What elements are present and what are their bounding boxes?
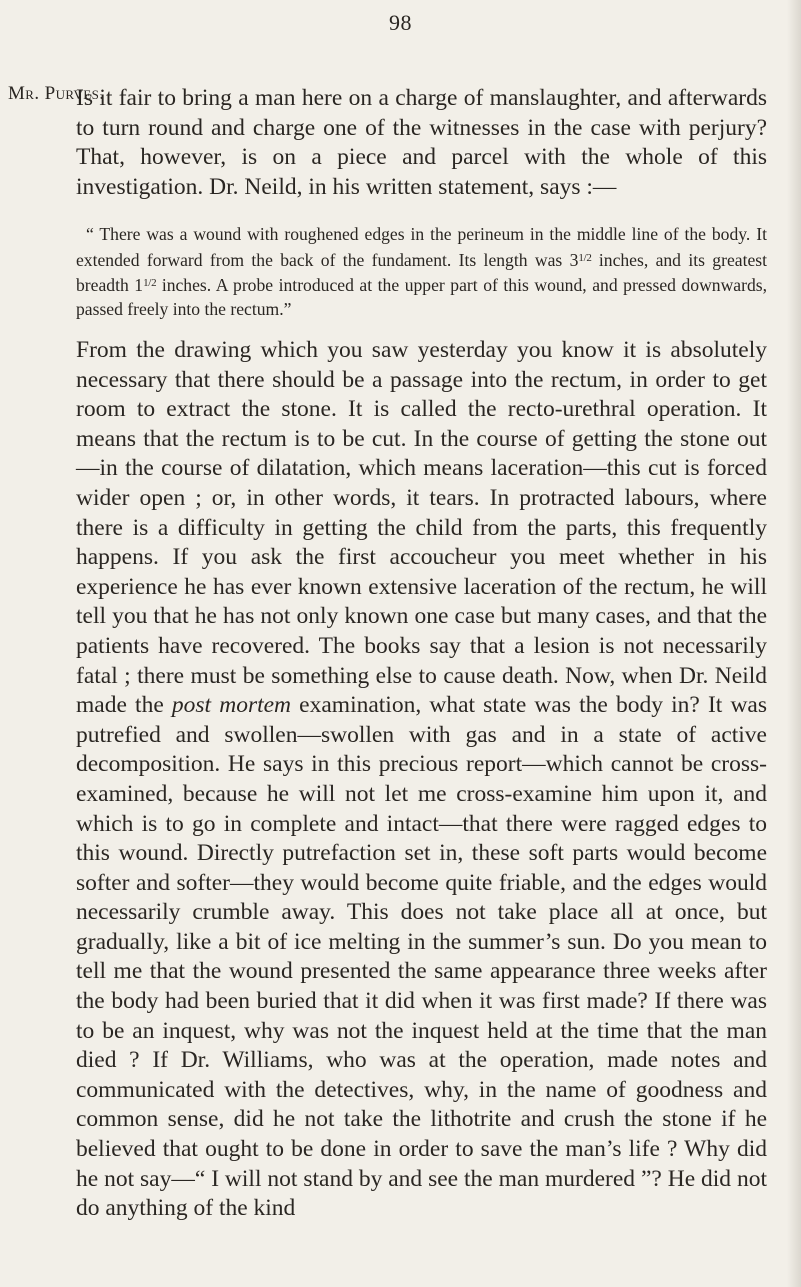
quoted-statement [76,223,767,321]
quote-text-part-1: “ There was a wound with roughened edges in the perineum in the middle line of the body. It extended forward from the back of the fundament. Its length was 3 [76,224,767,270]
paragraph-argument-text-2: examination, what state was the body in? It was putrefied and swollen—swollen with gas and in a state of active decomposition. He says in this precious report—which cannot be cross-examined, because he will not let me cross-examine him upon it, and which is to go in complete and intact—that there were ragged edges to this wound. Directly putrefaction set in, these soft parts would become softer and softer—they would become quite friable, and the edges would necessarily crumble away. This does not take place all at once, but gradually, like a bit of ice melting in the summer’s sun. Do you mean to tell me that the wound presented the same appearance three weeks after the body had been buried that it did when it was first made? If there was to be an inquest, why was not the inquest held at the time that the man died ? If Dr. Williams, who was at the operation, made notes and communicated with the detectives, why, in the name of goodness and common sense, did he not take the lithotrite and crush the stone if he believed that ought to be done in order to save the man’s life ? Why did he not say—“ I will not stand by and see the man murdered ”? He did not do anything of the kind [76,692,767,1222]
fraction-length: 1/2 [578,251,592,264]
paragraph-argument [76,336,767,1224]
page-number: 98 [389,10,412,35]
speaker-label: Mr. Purves. [8,83,105,104]
fraction-breadth: 1/2 [143,277,157,290]
page-edge-shadow [787,0,801,1287]
quote-text-part-2: inches, and its greatest breadth 1 [76,249,767,296]
paragraph-opening: Is it fair to bring a man here on a charge of manslaughter, and afterwards to turn round and charge one of the witnesses in the case with perjury? That, however, is on a piece and parcel with the whole of this investigation. Dr. Neild, in his written statement, says :— [76,85,767,200]
paragraph-argument-text-1: From the drawing which you saw yesterday you know it is absolutely necessary that there should be a passage into the rectum, in order to get room to extract the stone. It is called the recto-urethral operation. It means that the rectum is to be cut. In the course of getting the stone out—in the course of dilatation, which means laceration—this cut is forced wider open ; or, in other words, it tears. In protracted labours, where there is a difficulty in getting the child from the parts, this frequently happens. If you ask the first accoucheur you meet whether in his experience he has ever known extensive laceration of the rectum, he will tell you that he has not only known one case but many cases, and that the patients have recovered. The books say that a lesion is not necessarily fatal ; there must be something else to cause death. Now, when Dr. Neild made the [76,337,767,719]
italic-term: post mortem [171,692,292,719]
quote-text-part-3: inches. A probe introduced at the upper part of this wound, and pressed downwards, passed freely into the rectum.” [76,275,767,319]
